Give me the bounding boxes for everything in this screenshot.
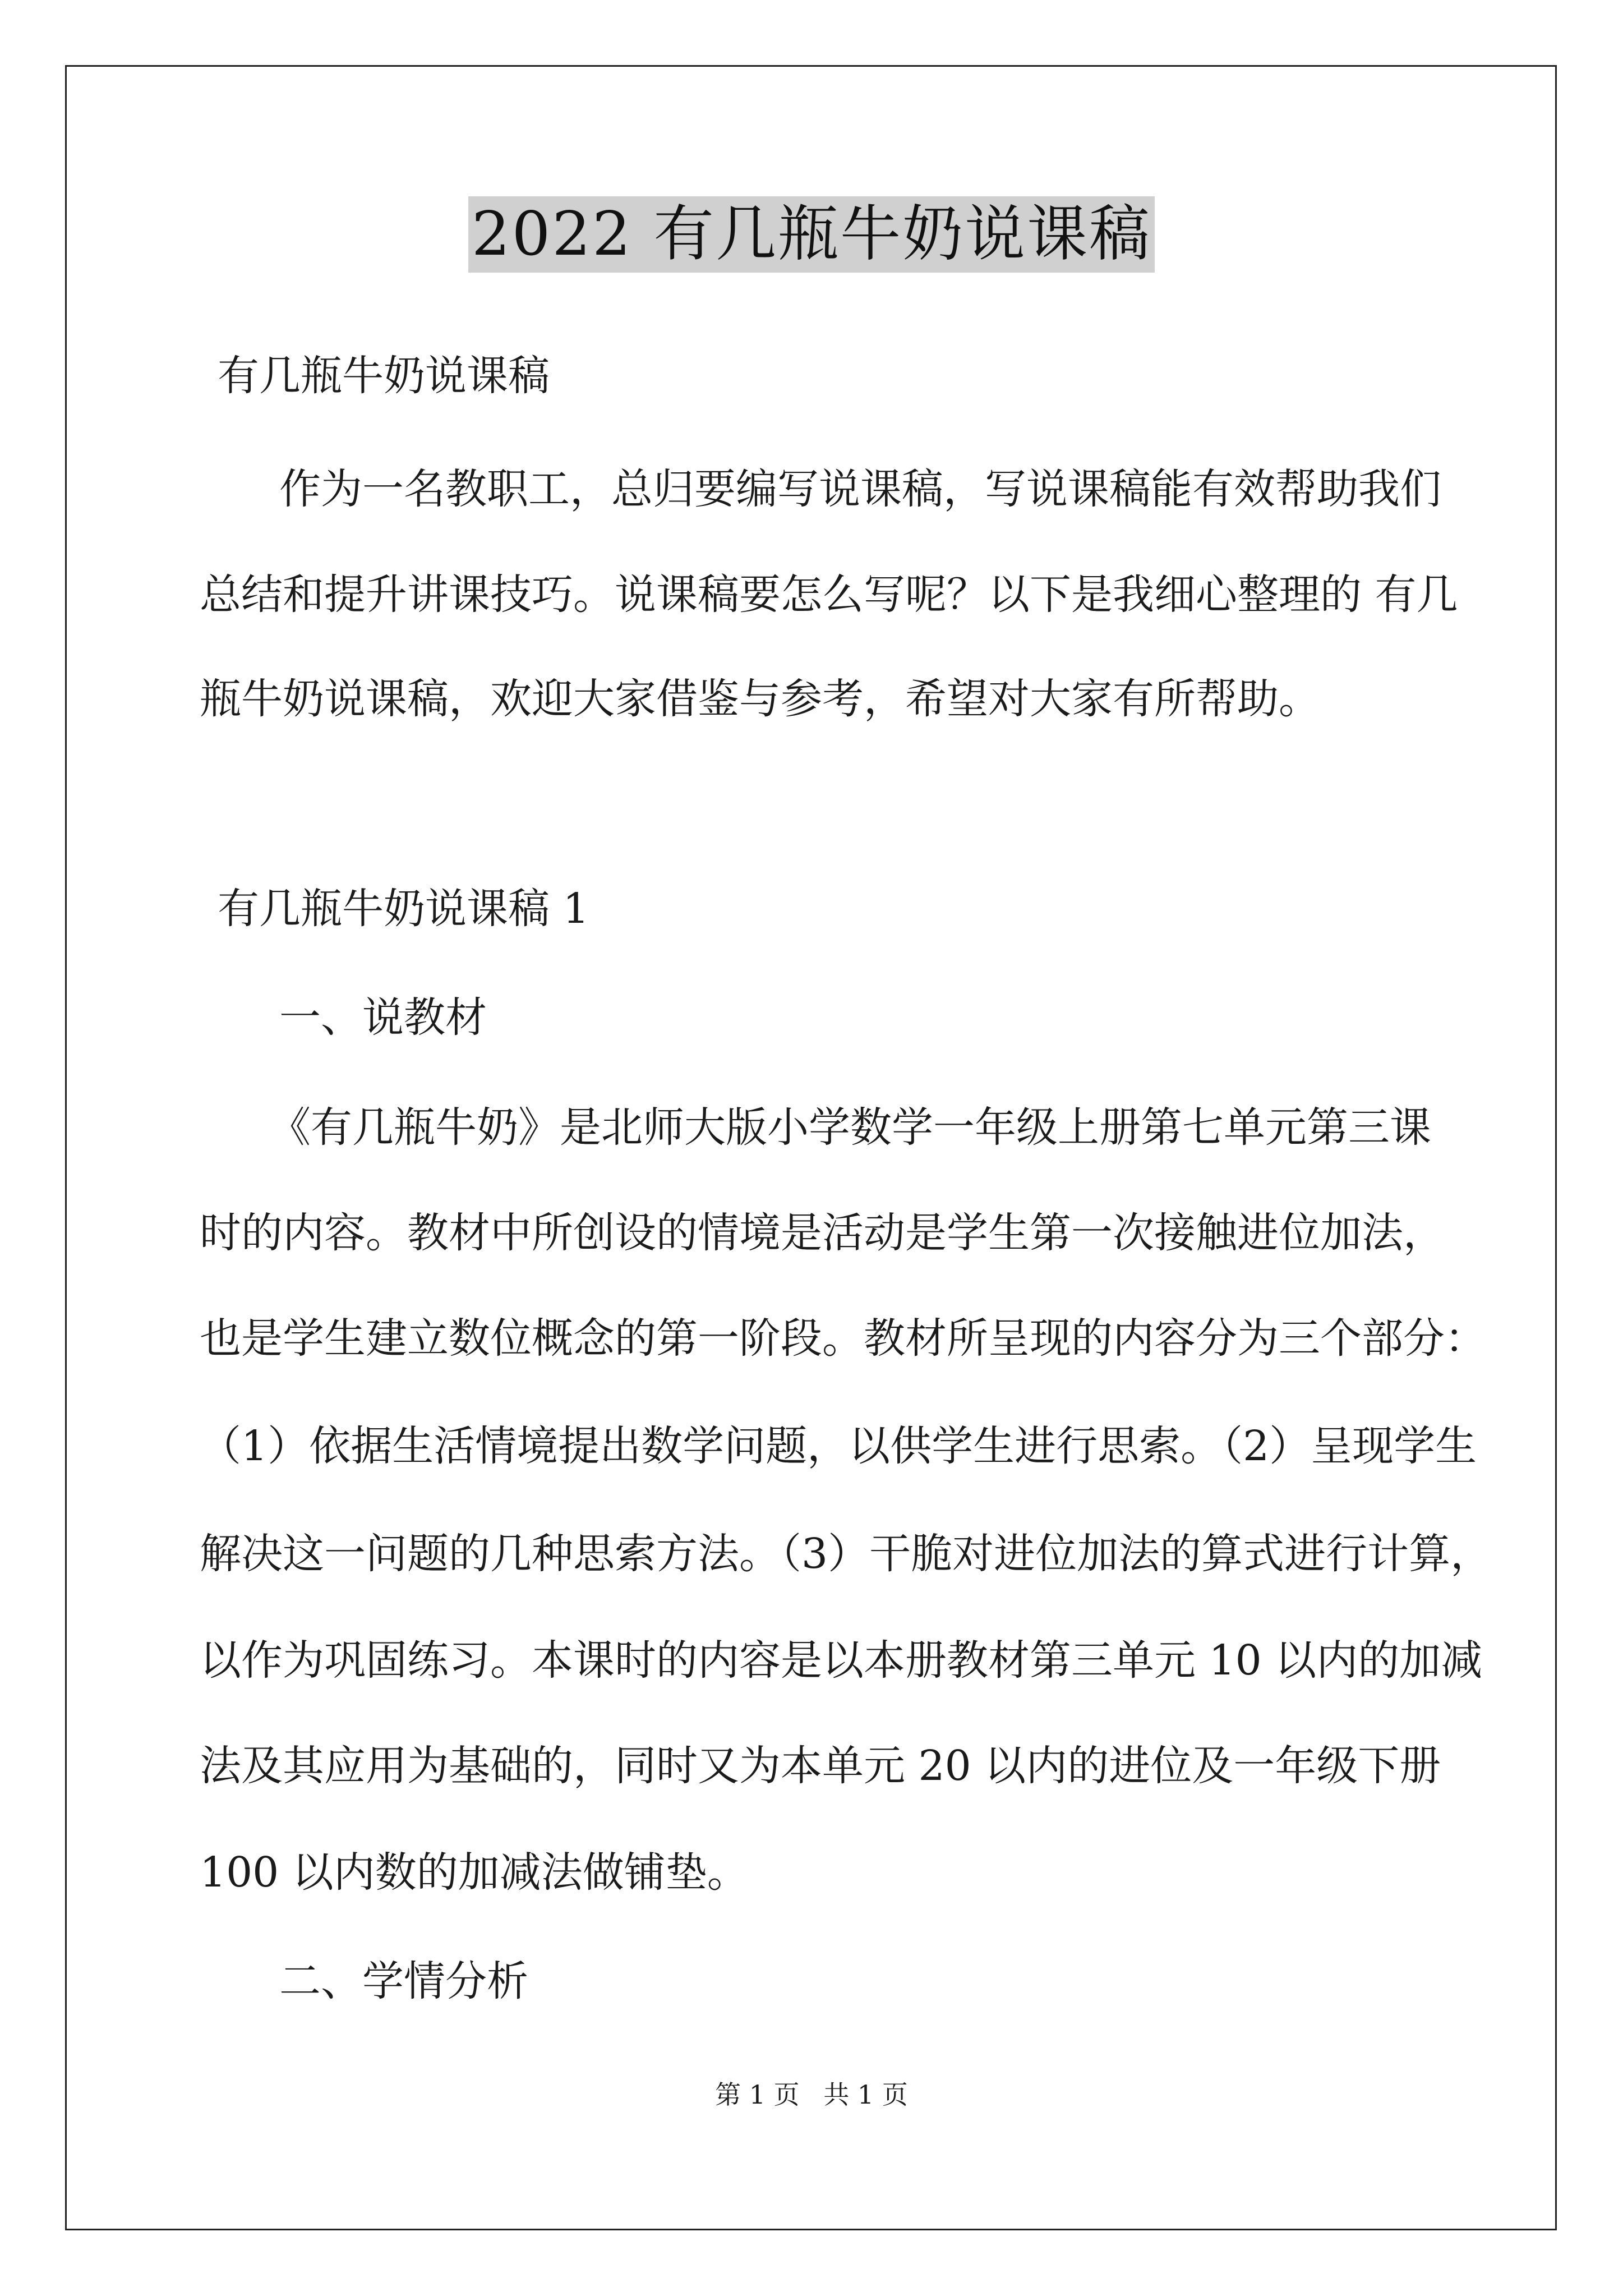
page-footer [0,2078,1623,2111]
title-container [0,196,1623,273]
heading-teaching-material: 一、说教材 [279,993,487,1042]
body-line-2: 时的内容。教材中所创设的情境是活动是学生第一次接触进位加法， [200,1209,1445,1257]
body-line-1: 《有几瓶牛奶》是北师大版小学数学一年级上册第七单元第三课 [269,1103,1431,1152]
body-line-6: 以作为巩固练习。本课时的内容是以本册教材第三单元 10 以内的加减 [200,1636,1483,1685]
section-title: 有几瓶牛奶说课稿 1 [218,885,589,933]
body-line-8: 100 以内数的加减法做铺垫。 [200,1848,749,1897]
body-line-4: （1）依据生活情境提出数学问题，以供学生进行思索。（2）呈现学生 [200,1422,1477,1470]
document-subtitle: 有几瓶牛奶说课稿 [218,352,550,400]
intro-line-1: 作为一名教职工，总归要编写说课稿，写说课稿能有效帮助我们 [279,465,1441,513]
heading-student-analysis: 二、学情分析 [279,1957,528,2005]
page-number: 第 1 页 [715,2079,800,2110]
document-title: 2022 有几瓶牛奶说课稿 [468,196,1155,273]
body-line-3: 也是学生建立数位概念的第一阶段。教材所呈现的内容分为三个部分： [200,1314,1486,1363]
body-line-5: 解决这一问题的几种思索方法。（3）干脆对进位加法的算式进行计算， [200,1530,1492,1578]
body-line-7: 法及其应用为基础的，同时又为本单元 20 以内的进位及一年级下册 [200,1742,1441,1790]
intro-line-2: 总结和提升讲课技巧。说课稿要怎么写呢？以下是我细心整理的 有几 [200,570,1458,619]
intro-line-3: 瓶牛奶说课稿，欢迎大家借鉴与参考，希望对大家有所帮助。 [200,675,1320,723]
page-total: 共 1 页 [823,2079,908,2110]
